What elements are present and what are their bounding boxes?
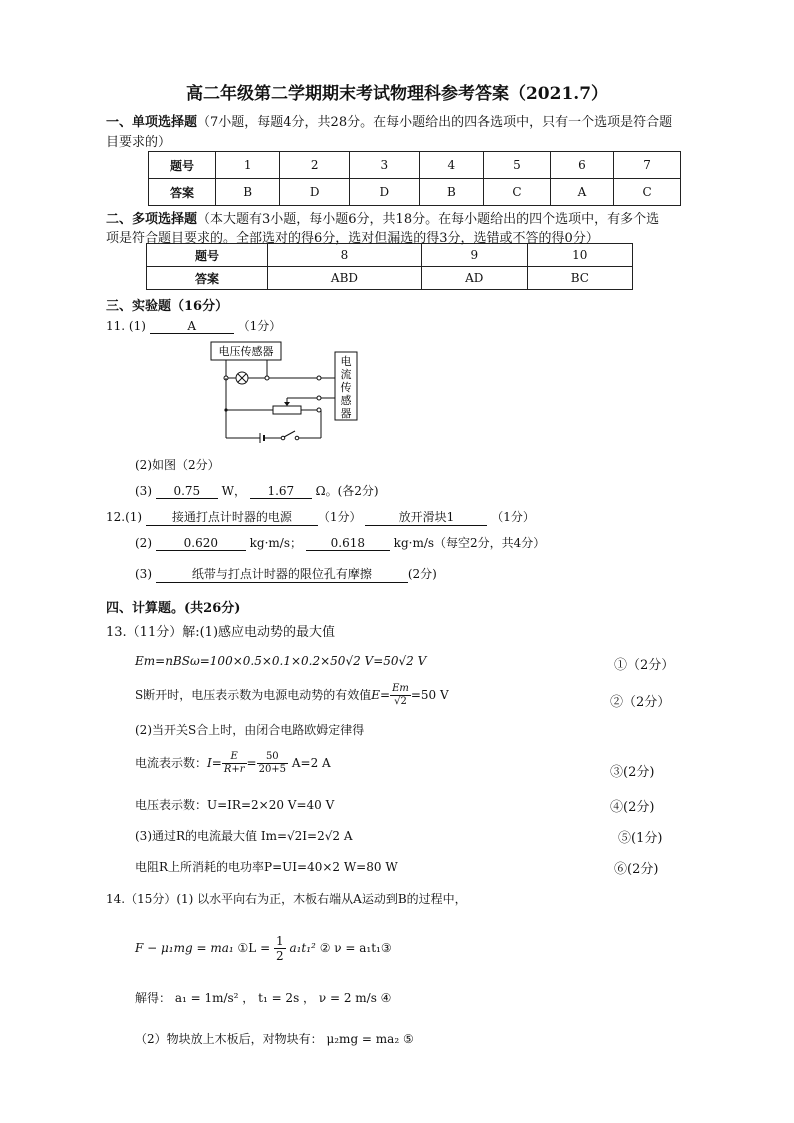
table-row (149, 152, 681, 179)
table-cell: 9 (421, 244, 527, 267)
table-cell: C (614, 179, 681, 206)
q13-line3: (2)当开关S合上时，由闭合电路欧姆定律得 (135, 723, 365, 737)
table-cell: 5 (484, 152, 551, 179)
q13-eq2-mark: ②（2分） (610, 695, 671, 710)
q11-part3 (135, 482, 379, 499)
q13-eq3-equals: = (246, 756, 257, 770)
table-cell: 1 (216, 152, 280, 179)
q13-eq2 (135, 683, 449, 708)
q13-eq2-lhs: E= (371, 688, 391, 702)
q11-p3-answer2: 1.67 (250, 484, 312, 499)
table-cell: ABD (268, 267, 422, 290)
section2-note-line1: （本大题有3小题，每小题6分，共18分。在每小题给出的四个选项中，有多个选 (197, 212, 660, 227)
q13-eq4-mark: ④(2分) (610, 800, 655, 815)
q12-p1-score2: （1分） (491, 510, 535, 524)
q13-eq3 (135, 751, 331, 776)
q11-p3-unit1: W， (221, 484, 246, 498)
q14-eq1-b: ①L = (237, 941, 271, 955)
q11-p1-prefix: (1) (128, 319, 146, 333)
q11-p1-answer: A (150, 319, 234, 334)
table-cell: D (280, 179, 350, 206)
q13-eq3-num2: 50 (257, 751, 288, 764)
q13-eq6: 电阻R上所消耗的电功率P=UI=40×2 W=80 W (135, 860, 398, 874)
current-sensor-char: 流 (340, 368, 352, 381)
table-cell: 4 (419, 152, 483, 179)
table-cell: B (216, 179, 280, 206)
q12-p2-answer2: 0.618 (306, 536, 390, 551)
section1-heading: 一、单项选择题 (106, 115, 198, 130)
q12-part3 (135, 565, 437, 583)
table-cell: 7 (614, 152, 681, 179)
table-row (147, 267, 633, 290)
q12-p3-answer: 纸带与打点计时器的限位孔有摩擦 (156, 565, 408, 583)
q13-eq2-denominator: √2 (394, 696, 407, 707)
q12-p1-score1: （1分） (317, 510, 362, 524)
current-sensor-char: 电 (340, 355, 352, 368)
q12-p2-unit2: kg·m/s（每空2分，共4分） (393, 536, 546, 550)
q12-p3-score: (2分) (407, 567, 437, 581)
q13-eq2-text: S断开时，电压表示数为电源电动势的有效值 (135, 688, 372, 702)
q14-eq3: （2）物块放上木板后，对物块有： μ₂mg = ma₂ ⑤ (135, 1032, 414, 1046)
table-cell: D (350, 179, 420, 206)
q13-eq2-fraction (390, 683, 411, 708)
voltage-sensor-label: 电压传感器 (218, 345, 274, 358)
q13-eq5-mark: ⑤(1分) (618, 831, 663, 846)
table-cell: 3 (350, 152, 420, 179)
q12-number: 12. (106, 510, 126, 524)
q13-eq3-den2: 20+5 (258, 764, 287, 775)
q12-p3-prefix: (3) (135, 567, 152, 581)
q13-eq2-numerator: Em (392, 683, 409, 694)
section4-heading: 四、计算题。(共26分) (106, 601, 241, 616)
q14-eq2: 解得： a₁ = 1m/s² ， t₁ = 2s ， ν = 2 m/s ④ (135, 991, 392, 1005)
section1-note-line2: 目要求的） (106, 135, 172, 150)
q13-eq2-rhs: =50 V (410, 688, 449, 702)
q11-p1-score: （1分） (237, 319, 282, 333)
table-cell: C (484, 179, 551, 206)
table-row (149, 179, 681, 206)
q14-eq1-frac-num: 1 (275, 934, 284, 948)
table-cell: 8 (268, 244, 422, 267)
row-label: 题号 (147, 244, 268, 267)
circuit-diagram (205, 338, 365, 444)
table-cell: AD (421, 267, 527, 290)
table-row (147, 244, 633, 267)
table-cell: 6 (550, 152, 613, 179)
section1-answer-table (148, 151, 681, 206)
q11-p3-answer1: 0.75 (156, 484, 218, 499)
row-label: 答案 (147, 267, 268, 290)
section2-header (106, 208, 659, 227)
row-label: 题号 (149, 152, 216, 179)
rheostat-icon (273, 406, 301, 414)
q14-eq1-d: ② ν = a₁t₁③ (319, 941, 392, 955)
q13-eq5: (3)通过R的电流最大值 Im=√2I=2√2 A (135, 829, 353, 843)
q13-eq3-num1: E (222, 751, 247, 764)
q13-eq3-den1: R+r (223, 764, 245, 775)
q11-number: 11. (106, 319, 126, 333)
q12-p2-unit1: kg·m/s； (249, 536, 303, 550)
switch-icon (284, 431, 295, 437)
q11-part2: (2)如图（2分） (135, 458, 220, 472)
q13-eq3-fraction1 (222, 751, 247, 776)
section1-header (106, 111, 672, 130)
q14-eq1 (135, 934, 392, 963)
q12-p2-prefix: (2) (135, 536, 152, 550)
q13-eq3-fraction2 (257, 751, 288, 776)
table-cell: A (550, 179, 613, 206)
q13-eq6-mark: ⑥(2分) (614, 862, 659, 877)
q13-eq4: 电压表示数：U=IR=2×20 V=40 V (135, 798, 335, 812)
q12-part1 (106, 508, 535, 526)
q14-eq1-fraction (274, 934, 286, 963)
section2-note-line2: 项是符合题目要求的。全部选对的得6分，选对但漏选的得3分，选错或不答的得0分） (106, 231, 599, 246)
q12-part2 (135, 534, 545, 551)
q13-intro: 13.（11分）解:(1)感应电动势的最大值 (106, 625, 336, 640)
q13-eq3-rhs: A=2 A (291, 756, 331, 770)
section1-note-line1: （7小题，每题4分，共28分。在每小题给出的四各选项中，只有一个选项是符合题 (197, 115, 673, 130)
current-sensor-char: 器 (340, 407, 352, 420)
current-sensor-char: 传 (340, 381, 352, 394)
q12-p1-answer2: 放开滑块1 (365, 508, 487, 526)
q12-p2-answer1: 0.620 (156, 536, 246, 551)
table-cell: 2 (280, 152, 350, 179)
q13-eq3-lhs: I= (207, 756, 222, 770)
q14-eq1-a: F − μ₁mg = ma₁ (135, 941, 234, 955)
section2-heading: 二、多项选择题 (106, 212, 198, 227)
q13-eq3-label: 电流表示数： (135, 756, 208, 770)
q13-eq1-mark: ①（2分） (614, 658, 675, 673)
row-label: 答案 (149, 179, 216, 206)
q12-p1-answer1: 接通打点计时器的电源 (146, 508, 318, 526)
q11-part1 (106, 317, 281, 334)
page-title: 高二年级第二学期期末考试物理科参考答案（2021.7） (185, 84, 609, 104)
table-cell: BC (527, 267, 632, 290)
q13-eq1: Em=nBSω=100×0.5×0.1×0.2×50√2 V=50√2 V (135, 654, 427, 668)
section3-heading: 三、实验题（16分） (106, 299, 229, 314)
q11-p3-prefix: (3) (135, 484, 152, 498)
q12-p1-prefix: (1) (125, 510, 143, 524)
q13-eq3-mark: ③(2分) (610, 765, 655, 780)
table-cell: 10 (527, 244, 632, 267)
section2-answer-table (146, 243, 633, 290)
q14-eq1-frac-den: 2 (275, 949, 284, 963)
q11-p3-unit2: Ω。(各2分) (315, 484, 379, 498)
current-sensor-char: 感 (340, 394, 352, 407)
q14-eq1-c: a₁t₁² (289, 941, 316, 955)
table-cell: B (419, 179, 483, 206)
q14-intro: 14.（15分）(1) 以水平向右为正，木板右端从A运动到B的过程中， (106, 892, 467, 906)
